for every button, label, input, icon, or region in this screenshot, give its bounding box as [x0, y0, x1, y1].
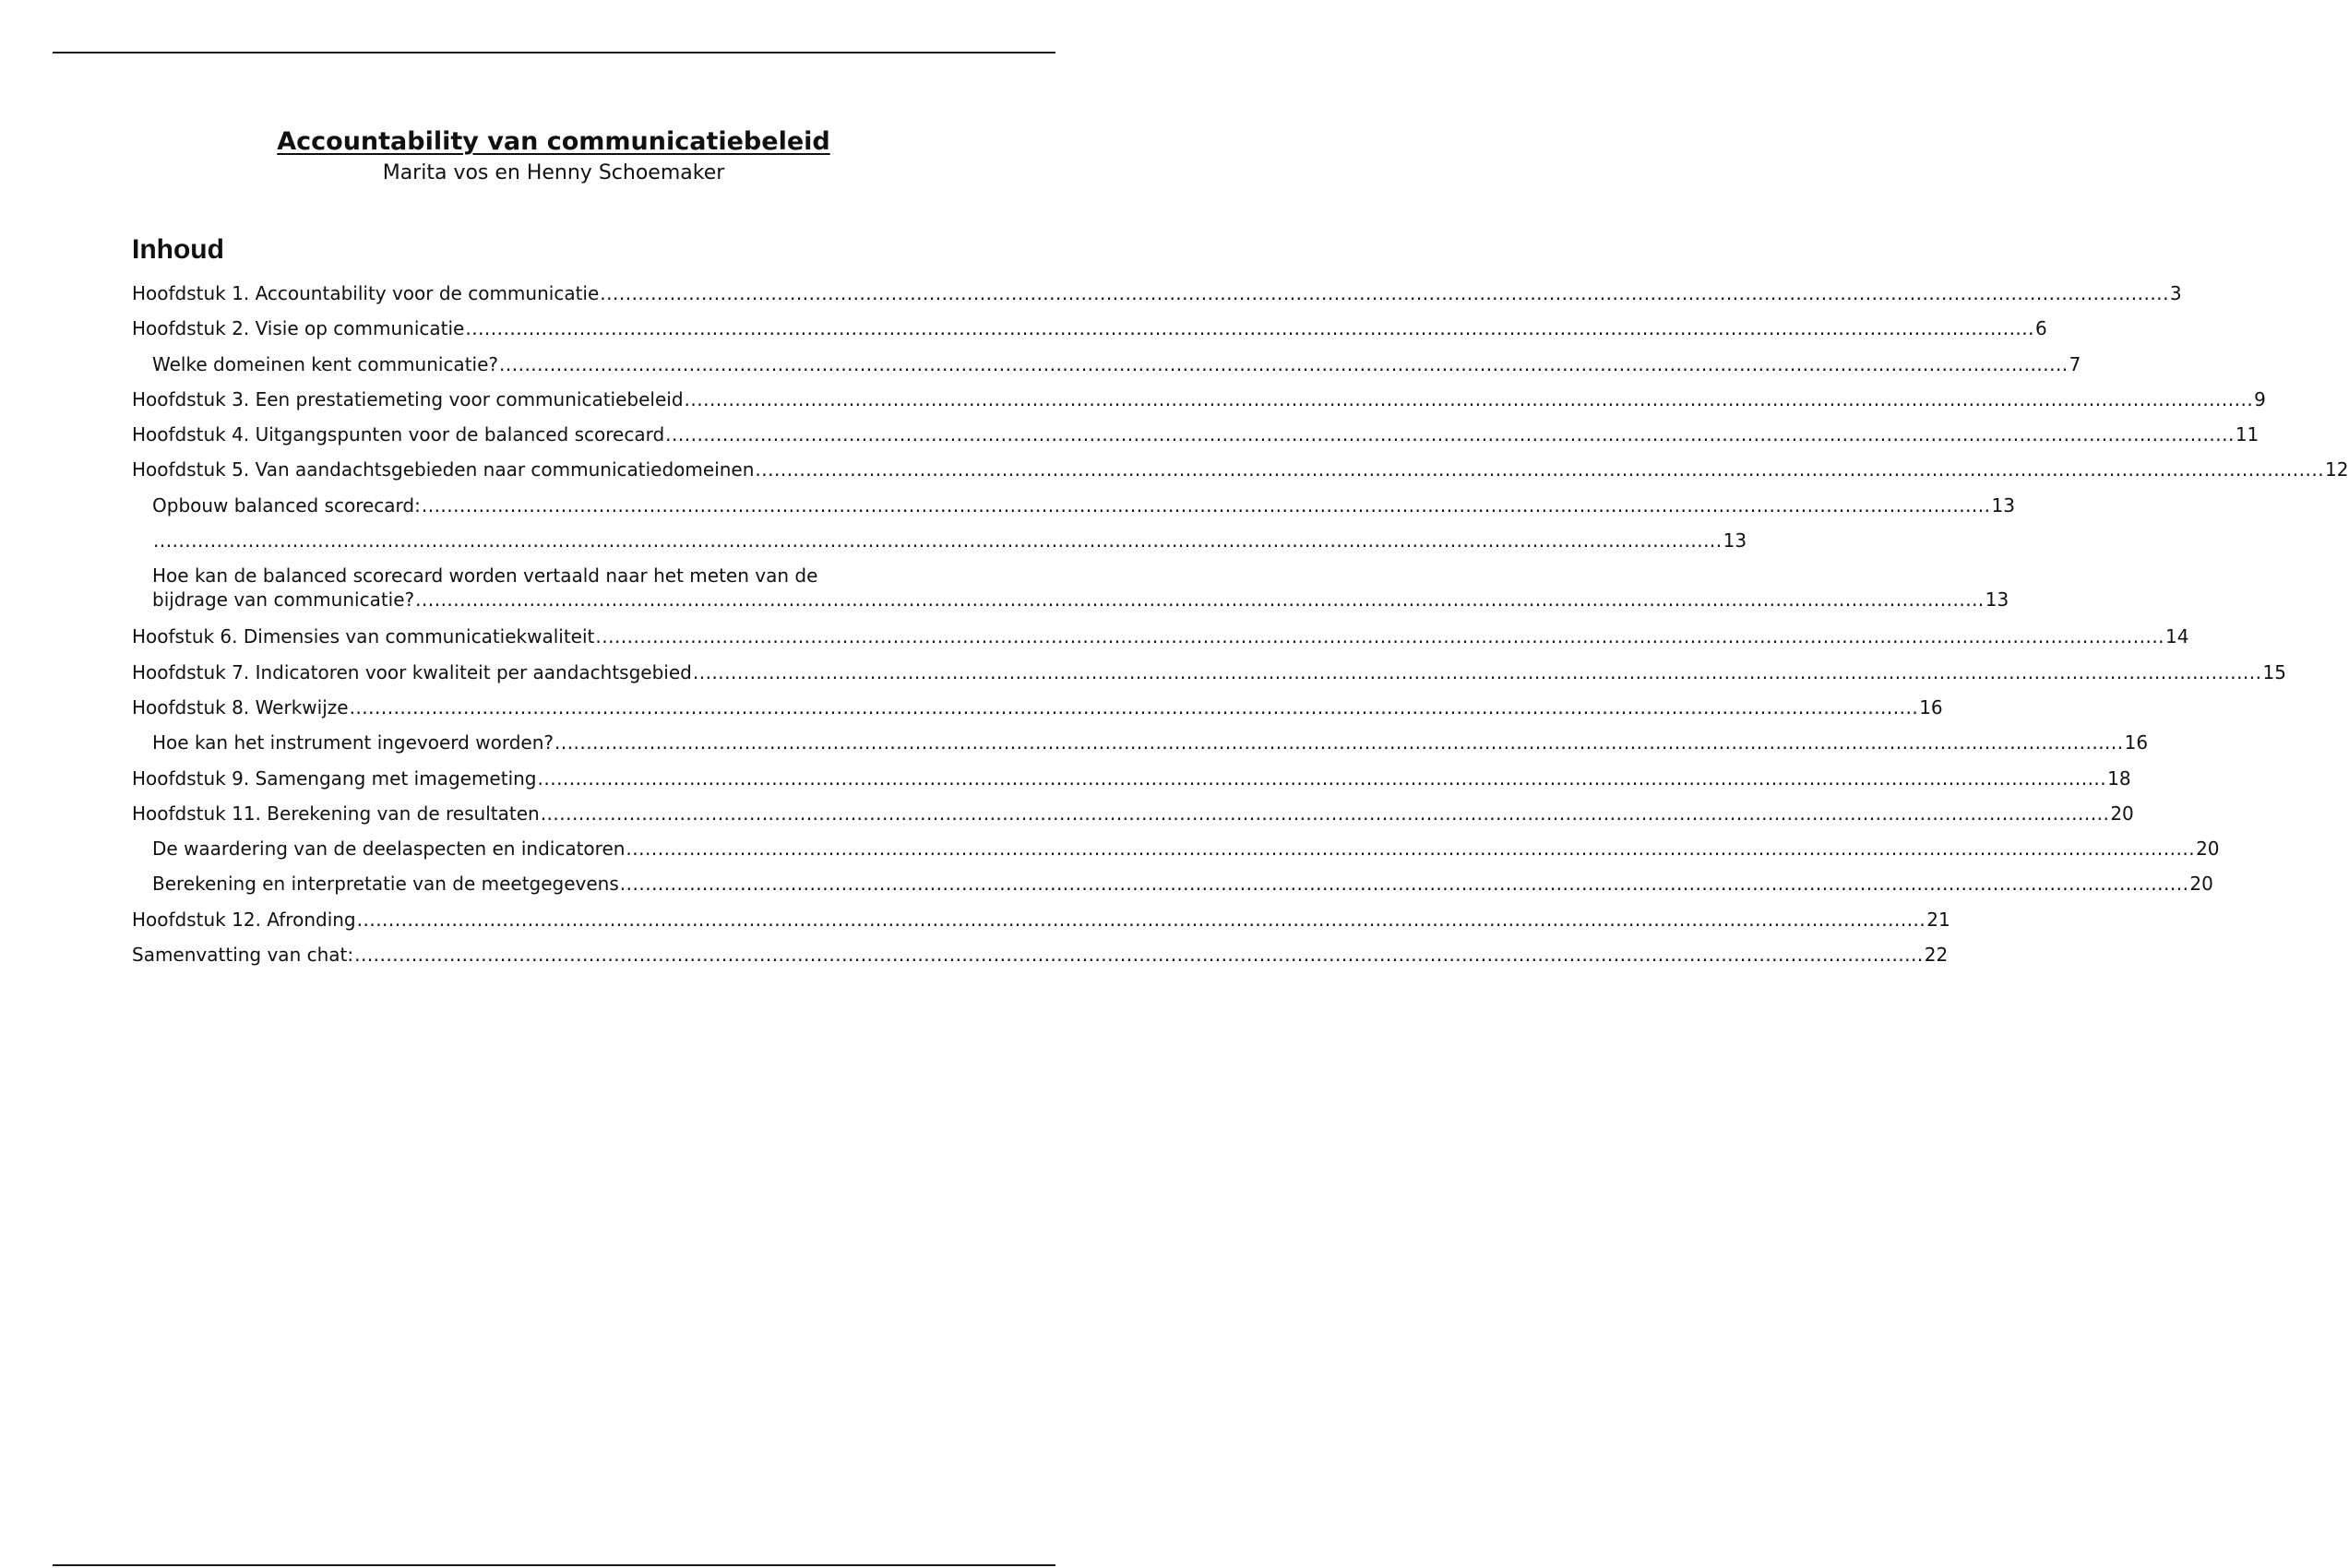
toc-entry[interactable]: [132, 731, 2149, 766]
toc-entry-label: Hoofdstuk 8. Werkwijze: [132, 695, 349, 719]
toc-entry-page: 22: [1924, 944, 1949, 967]
toc-entry-page: 12: [2325, 458, 2349, 481]
toc-leader-dots: [357, 908, 1926, 932]
toc-leader-dots: [465, 316, 2034, 340]
toc-leader-dots: [499, 352, 2069, 376]
toc-leader-dots: [541, 802, 2110, 826]
toc-entry[interactable]: [132, 624, 2189, 659]
toc-leader-dots: [354, 943, 1924, 967]
toc-entry-label: De waardering van de deelaspecten en indicatoren: [152, 837, 626, 861]
toc-leader-dots: [595, 624, 2164, 648]
toc-leader-dots: [693, 660, 2262, 684]
toc-entry-page: 14: [2165, 625, 2189, 648]
toc-entry-page: 3: [2169, 282, 2182, 304]
toc-entry-label: Hoe kan de balanced scorecard worden vertaald naar het meten van de: [152, 564, 818, 588]
toc-entry-label: Opbouw balanced scorecard:: [152, 493, 421, 517]
toc-leader-dots: [685, 387, 2254, 411]
toc-entry-label: Hoofdstuk 11. Berekening van de resultaten: [132, 802, 540, 825]
toc-entry-page: 21: [1926, 908, 1950, 931]
toc-entry-page: 13: [1991, 493, 2015, 517]
toc-entry-label: Welke domeinen kent communicatie?: [152, 352, 499, 375]
toc-entry[interactable]: [132, 422, 2260, 457]
document-title: Accountability van communicatiebeleid: [277, 127, 830, 156]
toc-entry-label: Hoofstuk 6. Dimensies van communicatiekwaliteit: [132, 625, 595, 648]
toc-entry-line2: [152, 588, 2009, 612]
toc-heading: Inhoud: [132, 234, 224, 265]
toc-entry-page: 7: [2069, 352, 2081, 375]
toc-entry-page: 20: [2189, 873, 2213, 896]
toc-entry-label: Hoofdstuk 1. Accountability voor de communicatie: [132, 282, 600, 304]
toc-leader-dots: [665, 422, 2235, 446]
toc-entry-label: Hoofdstuk 4. Uitgangspunten voor de balanced scorecard: [132, 423, 665, 446]
toc-entry[interactable]: [132, 564, 2009, 624]
toc-entry[interactable]: [132, 908, 1950, 943]
toc-entry-label: Hoofdstuk 7. Indicatoren voor kwaliteit per aandachtsgebied: [132, 660, 692, 683]
toc-entry[interactable]: [132, 872, 2213, 907]
toc-entry[interactable]: [132, 387, 2266, 422]
toc-entry-page: 13: [1985, 588, 2009, 612]
toc-entry-multiline: [152, 564, 2009, 612]
header-rule: [53, 52, 1055, 53]
document-authors: Marita vos en Henny Schoemaker: [382, 161, 725, 184]
toc-entry[interactable]: [132, 493, 2015, 529]
toc-entry-label: Berekening en interpretatie van de meetgegevens: [152, 873, 619, 896]
toc-leader-dots: [415, 588, 1985, 612]
toc-entry[interactable]: [132, 660, 2286, 695]
toc-entry-page: 15: [2262, 660, 2286, 683]
toc-entry-label: Hoofdstuk 9. Samengang met imagemeting: [132, 766, 537, 790]
toc-entry-label: Hoofdstuk 3. Een prestatiemeting voor communicatiebeleid: [132, 387, 684, 410]
toc-entry-label: Hoofdstuk 12. Afronding: [132, 908, 356, 931]
toc-entry-label: Samenvatting van chat:: [132, 944, 354, 967]
toc-leader-dots: [422, 493, 1991, 517]
toc-entry-label-line2: bijdrage van communicatie?: [152, 588, 415, 612]
toc-entry[interactable]: [132, 837, 2220, 872]
toc-entry-label: Hoofdstuk 5. Van aandachtsgebieden naar communicatiedomeinen: [132, 458, 755, 481]
toc-leader-dots: [350, 695, 1919, 719]
table-of-contents: [132, 281, 2349, 978]
toc-leader-dots: [554, 731, 2124, 754]
toc-leader-dots: [600, 281, 2169, 305]
toc-leader-dots: [755, 457, 2324, 481]
toc-entry[interactable]: [132, 281, 2182, 316]
toc-entry-label: Hoofdstuk 2. Visie op communicatie: [132, 317, 465, 340]
toc-entry-page: 13: [1723, 529, 1747, 552]
toc-entry-label: Hoe kan het instrument ingevoerd worden?: [152, 731, 554, 754]
toc-leader-dots: [538, 766, 2107, 790]
toc-entry-page: 18: [2107, 766, 2131, 790]
toc-entry[interactable]: [132, 457, 2349, 493]
toc-entry[interactable]: [132, 943, 1949, 978]
footer-rule: [53, 1564, 1055, 1566]
toc-entry[interactable]: [132, 695, 1943, 731]
toc-entry-page: 9: [2254, 387, 2266, 410]
toc-entry[interactable]: [132, 802, 2134, 837]
toc-entry[interactable]: [132, 316, 2047, 351]
toc-leader-dots: [626, 837, 2195, 861]
toc-entry-page: 20: [2196, 837, 2220, 861]
toc-leader-dots: [620, 872, 2189, 896]
toc-entry-page: 6: [2035, 317, 2047, 340]
toc-entry[interactable]: [132, 352, 2081, 387]
toc-entry-page: 20: [2110, 802, 2134, 825]
toc-entry-empty[interactable]: [132, 529, 1747, 564]
toc-entry-page: 16: [2124, 731, 2149, 754]
toc-entry-page: 11: [2235, 423, 2260, 446]
toc-entry[interactable]: [132, 766, 2131, 802]
toc-leader-dots: [153, 529, 1723, 552]
toc-entry-page: 16: [1919, 695, 1943, 719]
